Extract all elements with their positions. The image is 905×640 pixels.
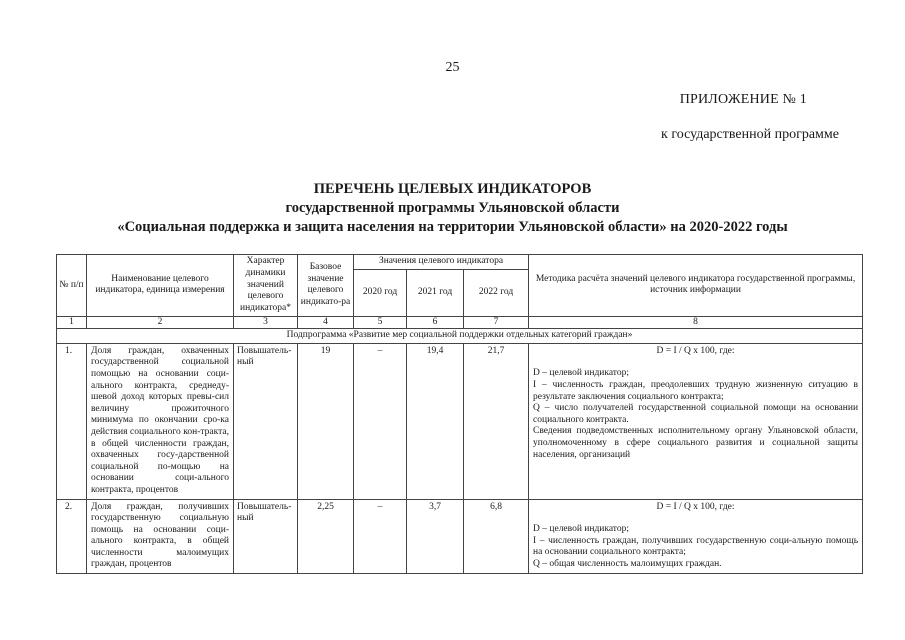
indicator-base: 2,25 [298,499,354,574]
page-number: 25 [445,60,460,75]
header-base: Базовое значение целевого индикато-ра [298,255,354,317]
col-number: 6 [407,316,464,329]
heading-line-1: ПЕРЕЧЕНЬ ЦЕЛЕВЫХ ИНДИКАТОРОВ [313,181,592,197]
method-formula: D = I / Q x 100, где: [656,501,735,512]
indicator-2022: 21,7 [464,343,529,499]
heading-line-2: государственной программы Ульяновской области [285,200,620,216]
header-2022: 2022 год [464,269,529,316]
method-line: I – численность граждан, получивших государственную соци-альную помощь на основании социального контракта; [533,535,859,558]
appendix-title: ПРИЛОЖЕНИЕ № 1 [679,92,807,107]
header-character: Характер динамики значений целевого индикатора* [234,255,298,317]
heading-line-3: «Социальная поддержка и защита населения на территории Ульяновской области» на 2020-2022 годы [117,219,788,235]
method-line: Сведения подведомственных исполнительному органу Ульяновской области, уполномоченному в сфере социального развития и социальной защиты населения, организаций [533,426,859,460]
header-2021: 2021 год [407,269,464,316]
subprogram-row [57,329,863,344]
header-num: № п/п [57,255,87,317]
indicator-2021: 3,7 [407,499,464,574]
appendix-subtitle: к государственной программе [661,127,839,142]
col-number: 4 [298,316,354,329]
col-number: 1 [57,316,87,329]
table-row [57,343,863,499]
header-name: Наименование целевого индикатора, единица измерения [87,255,234,317]
method-line: Q – общая численность малоимущих граждан. [533,558,722,569]
col-number: 2 [87,316,234,329]
col-number: 5 [354,316,407,329]
method-formula: D = I / Q x 100, где: [656,345,735,356]
row-number: 1. [57,343,87,499]
document-heading [0,180,905,237]
method-line: D – целевой индикатор; [533,368,629,379]
col-number: 3 [234,316,298,329]
header-values-group: Значения целевого индикатора [354,255,529,270]
col-number: 7 [464,316,529,329]
indicator-character: Повышатель-ный [234,499,298,574]
method-line: Q – число получателей государственной социальной помощи на основании социального контракта. [533,403,859,425]
header-row-1 [57,255,863,270]
table-row [57,499,863,574]
subprogram-title: Подпрограмма «Развитие мер социальной поддержки отдельных категорий граждан» [57,329,863,344]
col-number: 8 [529,316,863,329]
indicator-2020: – [354,343,407,499]
indicator-2020: – [354,499,407,574]
indicator-name: Доля граждан, получивших государственную социальную помощь на основании соци-ального контракта, в общей численности малоимущих граждан, процентов [87,499,234,574]
indicator-name: Доля граждан, охваченных государственной социальной помощью на основании соци-ального контракта, среднеду-шевой доход которых превы-сил величину прожиточного минимума по окончании сро-ка действия социального кон-тракта, в общей численности граждан, охваченных госу-дарственной социальной по-мощью на основании соци-ального контракта, процентов [87,343,234,499]
indicator-method [529,343,863,499]
indicators-table [56,254,863,574]
method-line: I – численность граждан, преодолевших трудную жизненную ситуацию в результате заключения социального контракта; [533,379,859,402]
indicator-base: 19 [298,343,354,499]
row-number: 2. [57,499,87,574]
indicator-2022: 6,8 [464,499,529,574]
header-method: Методика расчёта значений целевого индикатора государственной программы, источник информации [529,255,863,317]
method-line: D – целевой индикатор; [533,524,629,535]
indicator-method [529,499,863,574]
indicator-2021: 19,4 [407,343,464,499]
header-2020: 2020 год [354,269,407,316]
column-numbers-row [57,316,863,329]
indicator-character: Повышатель-ный [234,343,298,499]
